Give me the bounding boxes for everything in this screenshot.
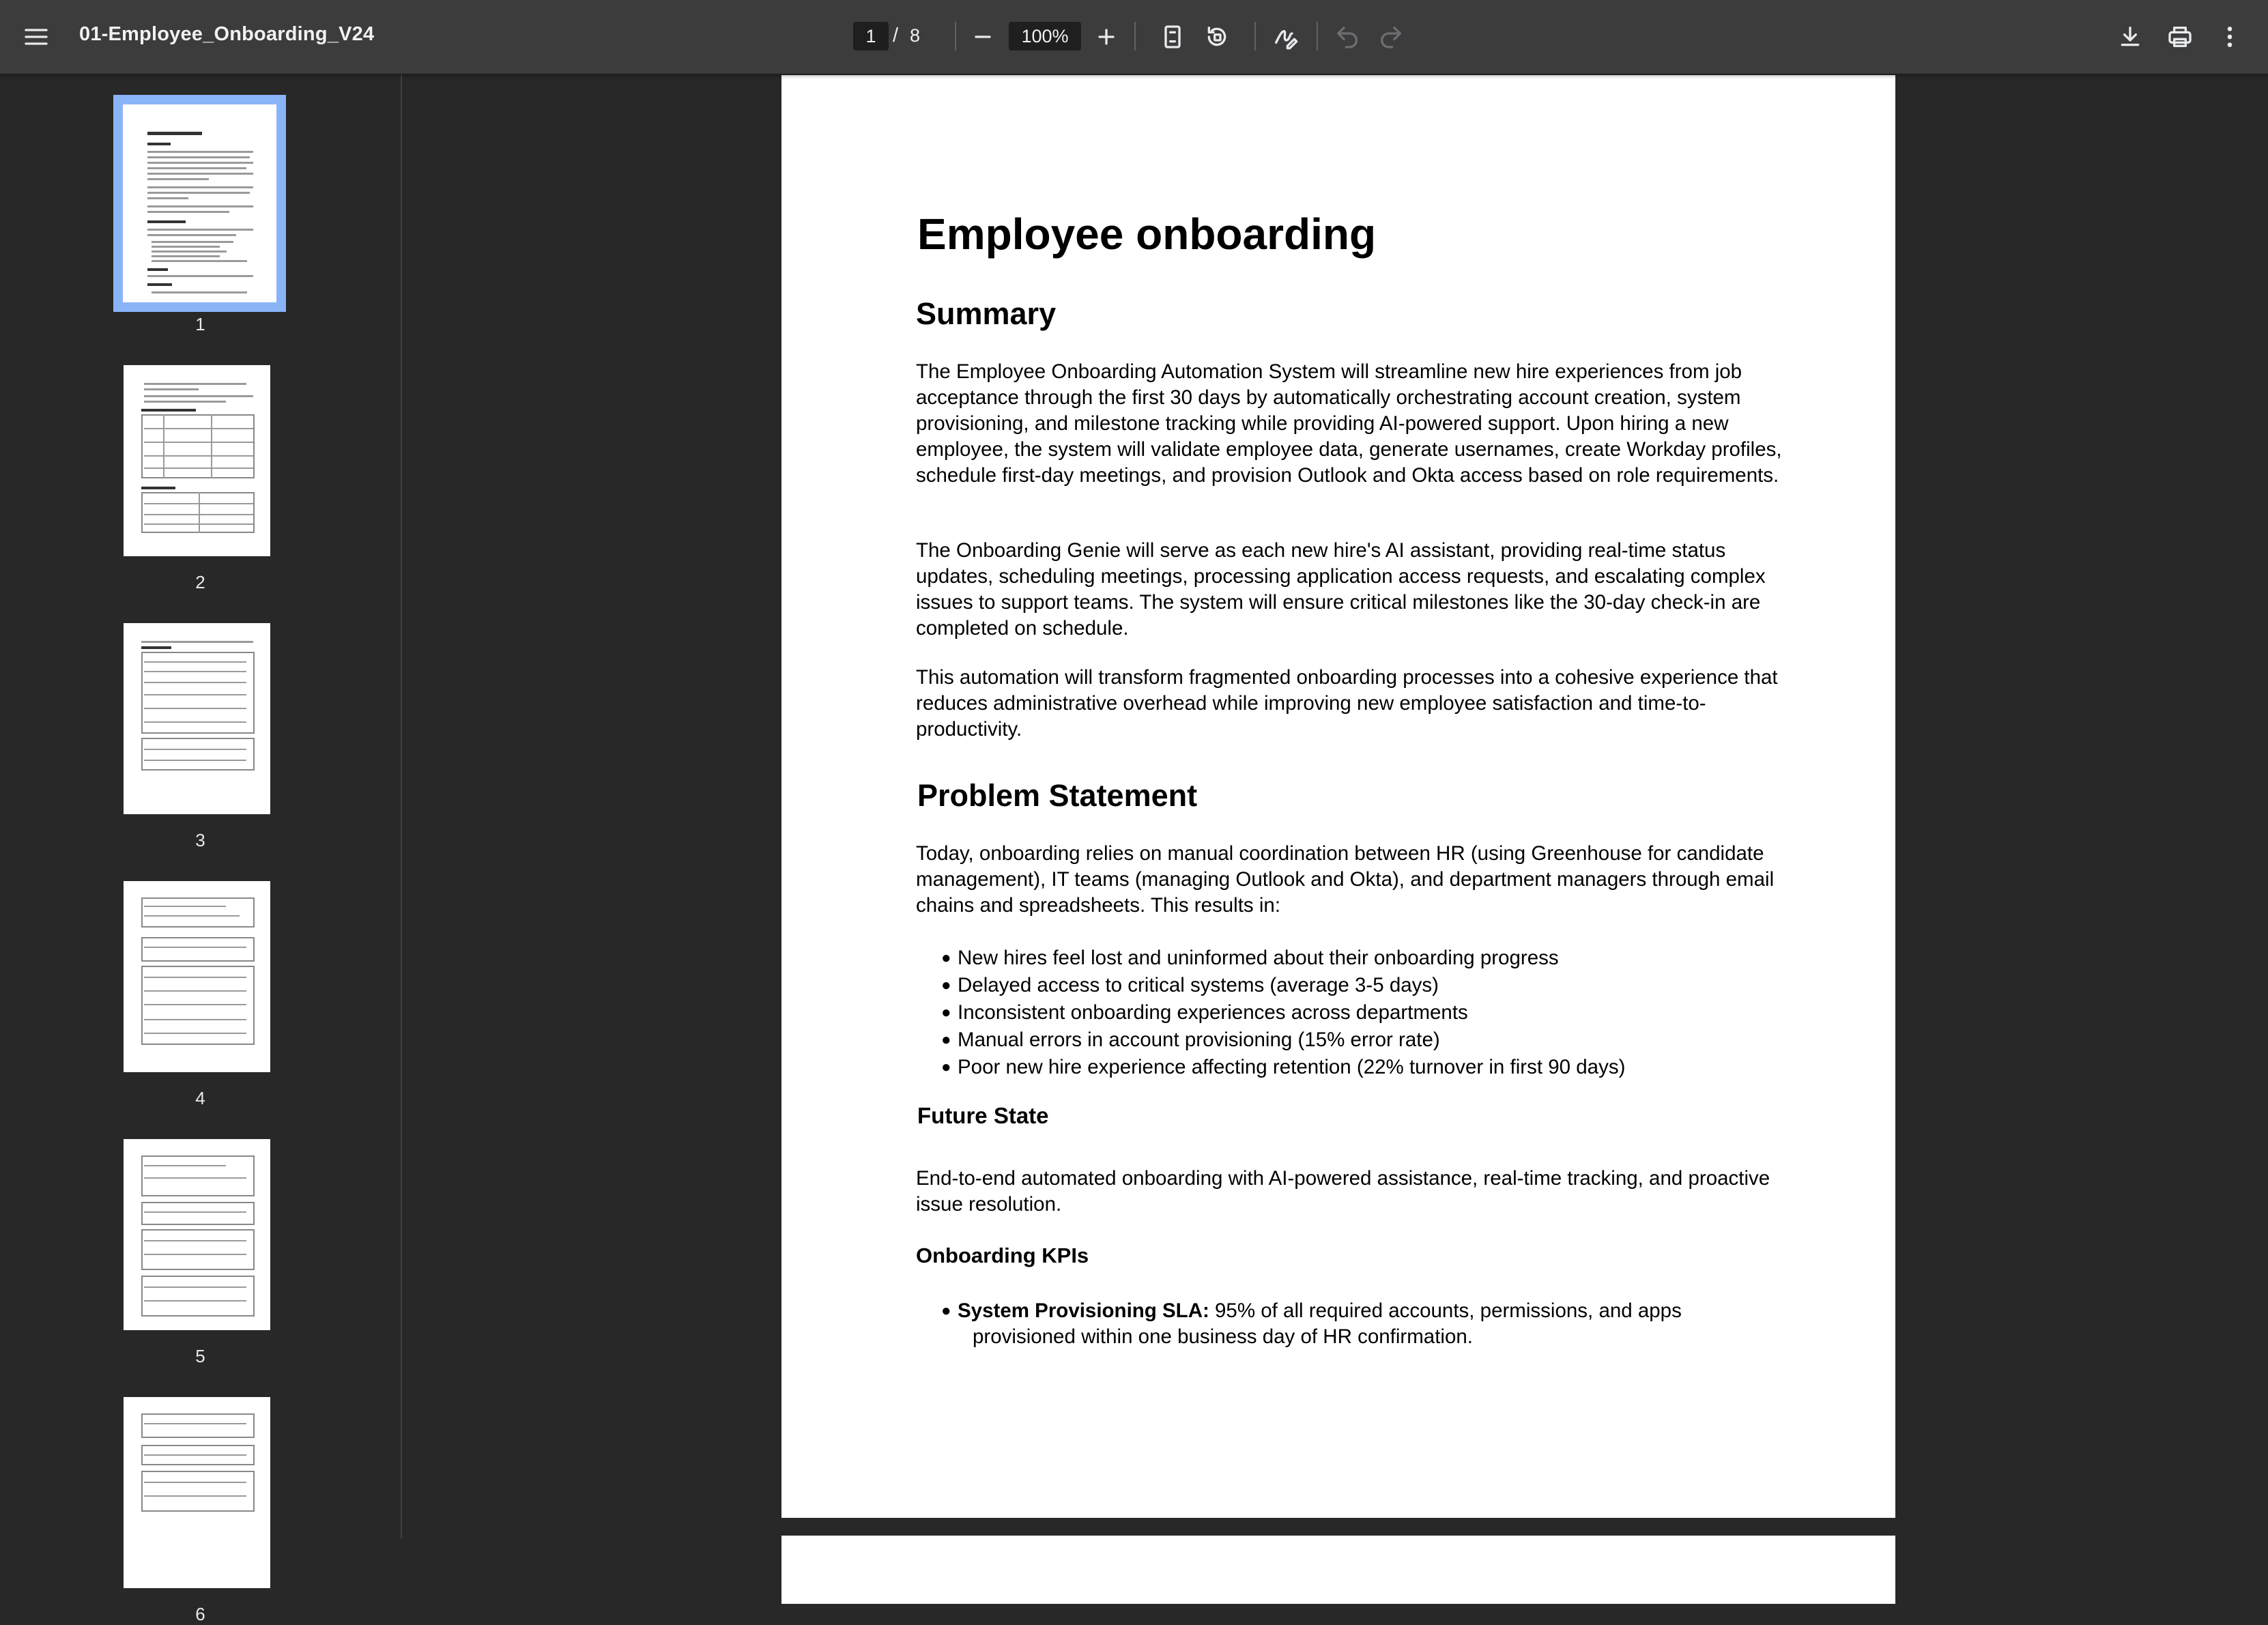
- document-viewer[interactable]: [403, 74, 2268, 1538]
- document-title: 01-Employee_Onboarding_V24: [79, 23, 375, 45]
- page-thumbnail-4[interactable]: [124, 881, 270, 1072]
- page-thumbnail-3[interactable]: [124, 623, 270, 814]
- current-page-input[interactable]: [853, 22, 889, 51]
- summary-paragraph: The Onboarding Genie will serve as each new hire's AI assistant, providing real-time status updates, scheduling meetings, processing application access requests, and escalating complex issues to support teams. The system will ensure critical milestones like the 30-day check-in are completed on schedule.: [916, 539, 1766, 639]
- thumbnail-label: 3: [195, 830, 205, 850]
- problem-paragraph: Today, onboarding relies on manual coordination between HR (using Greenhouse for candidate management), IT teams (managing Outlook and Okta), and department managers through email chains and spreadsheets. This results in:: [916, 842, 1775, 917]
- kpi-text: 95% of all required accounts, permissions, and apps: [1209, 1299, 1682, 1322]
- page-thumbnail-6[interactable]: [124, 1397, 270, 1588]
- zoom-in-icon[interactable]: [1082, 13, 1130, 61]
- thumbnail-label: 5: [195, 1346, 205, 1366]
- print-icon[interactable]: [2156, 13, 2204, 61]
- page-thumbnail-1[interactable]: [123, 104, 276, 302]
- pdf-page-2: [781, 1536, 1895, 1604]
- thumbnail-sidebar: [0, 74, 402, 1624]
- future-state-heading: Future State: [917, 1103, 1049, 1128]
- summary-heading: Summary: [916, 296, 1057, 331]
- menu-icon[interactable]: [12, 13, 60, 61]
- thumbnail-label: 6: [195, 1604, 205, 1624]
- future-state-paragraph: End-to-end automated onboarding with AI-powered assistance, real-time tracking, and proactive issue resolution.: [916, 1167, 1770, 1216]
- undo-icon[interactable]: [1323, 13, 1371, 61]
- kpi-text-continued: provisioned within one business day of HR confirmation.: [973, 1325, 1473, 1348]
- problem-statement-heading: Problem Statement: [917, 778, 1198, 813]
- problem-bullet-list: [941, 945, 1801, 1081]
- thumbnail-label: 1: [195, 314, 205, 334]
- toolbar-divider: [1134, 22, 1136, 51]
- zoom-out-icon[interactable]: [959, 13, 1007, 61]
- page-separator: /: [893, 25, 899, 46]
- summary-paragraph: This automation will transform fragmented onboarding processes into a cohesive experience that reduces administrative overhead while improving new employee satisfaction and time-to-productivity.: [916, 666, 1778, 740]
- kpis-heading: Onboarding KPIs: [916, 1243, 1089, 1267]
- list-item: ● Manual errors in account provisioning (15% error rate): [941, 1026, 1801, 1054]
- total-pages: 8: [910, 25, 921, 46]
- list-item: ● Inconsistent onboarding experiences across departments: [941, 999, 1801, 1026]
- toolbar-divider: [1254, 22, 1256, 51]
- page-thumbnail-5[interactable]: [124, 1139, 270, 1330]
- fit-page-icon[interactable]: [1149, 13, 1196, 61]
- rotate-icon[interactable]: [1193, 13, 1241, 61]
- page-thumbnail-2[interactable]: [124, 365, 270, 556]
- annotate-icon[interactable]: [1261, 13, 1309, 61]
- pdf-toolbar: [0, 0, 2268, 74]
- redo-icon[interactable]: [1367, 13, 1415, 61]
- document-title-heading: Employee onboarding: [917, 210, 1377, 259]
- toolbar-divider: [1317, 22, 1318, 51]
- thumbnail-label: 2: [195, 572, 205, 592]
- thumbnail-label: 4: [195, 1088, 205, 1108]
- pdf-page-1: [781, 75, 1895, 1518]
- kpi-list-item: [941, 1298, 1747, 1350]
- kpi-label: System Provisioning SLA:: [958, 1299, 1209, 1322]
- zoom-input[interactable]: [1009, 22, 1081, 51]
- summary-paragraph: The Employee Onboarding Automation System will streamline new hire experiences from job acceptance through the first 30 days by automatically orchestrating account creation, system provisioning, and milestone tracking while providing AI-powered support. Upon hiring a new employee, the system will validate employee data, generate usernames, create Workday profiles, schedule first-day meetings, and provision Outlook and Okta access based on role requirements.: [916, 360, 1782, 487]
- more-icon[interactable]: [2206, 13, 2254, 61]
- list-item: ● New hires feel lost and uninformed about their onboarding progress: [941, 945, 1801, 972]
- list-item: ● Delayed access to critical systems (average 3-5 days): [941, 972, 1801, 999]
- download-icon[interactable]: [2106, 13, 2154, 61]
- list-item: ● Poor new hire experience affecting retention (22% turnover in first 90 days): [941, 1054, 1801, 1081]
- toolbar-divider: [955, 22, 956, 51]
